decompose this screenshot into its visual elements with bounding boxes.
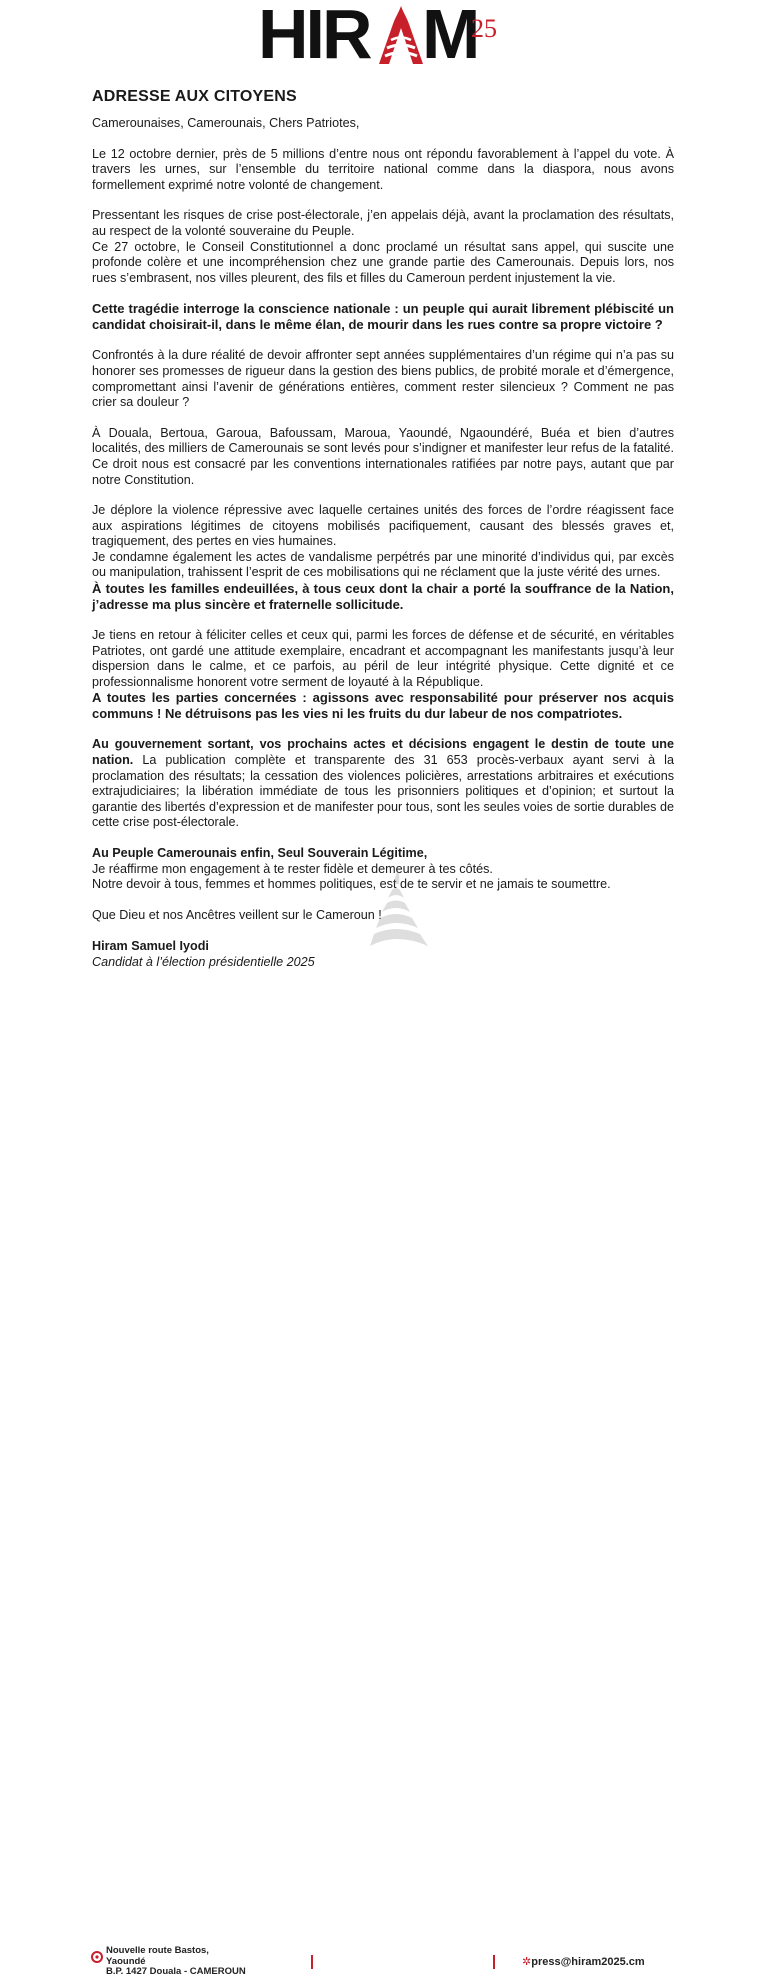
paragraph-10: Je tiens en retour à féliciter celles et ceux qui, parmi les forces de défense et de sécurité, en véritables Patriotes, ont gardé une attitude exemplaire, encadrant et accompagnant les manifestants jusqu’à leur dispersion dans le calme, et ce parfois, au péril de leur intégrité physique. Cette dignité et ce professionnalisme honorent votre serment de loyauté à la République.: [92, 628, 674, 689]
logo-text-hir: HIR: [258, 0, 370, 73]
paragraph-12-lead: Au gouvernement sortant, vos prochains actes et décisions engagent le destin de toute une nation.: [92, 737, 674, 768]
address-line-2: Yaoundé: [106, 1955, 146, 1967]
paragraph-13-line2: Je réaffirme mon engagement à te rester fidèle et demeurer à tes côtés.: [92, 861, 493, 876]
logo-number: 25: [471, 14, 497, 43]
address-line-3: B.P. 1427 Douala - CAMEROUN: [106, 1966, 246, 1977]
paragraph-9: À toutes les familles endeuillées, à tous ceux dont la chair a porté la souffrance de la Nation, j’adresse ma plus sincère et fraternelle sollicitude.: [92, 581, 674, 613]
footer: [0, 972, 766, 1977]
signature-name: Hiram Samuel Iyodi: [92, 939, 209, 954]
paragraph-2: Pressentant les risques de crise post-électorale, j’en appelais déjà, avant la proclamation des résultats, au respect de la volonté souveraine du Peuple.: [92, 208, 674, 238]
footer-divider-2: [493, 1955, 495, 1969]
paragraph-13-lead: Au Peuple Camerounais enfin, Seul Souverain Légitime,: [92, 846, 428, 860]
footer-email[interactable]: [522, 1955, 645, 1968]
letter-title: ADRESSE AUX CITOYENS: [92, 88, 297, 105]
email-icon: ✲: [522, 1956, 532, 1968]
paragraph-1: Le 12 octobre dernier, près de 5 millions d’entre nous ont répondu favorablement à l’appel du vote. À travers les urnes, sur l’ensemble du territoire national comme dans la diaspora, nous avons formellement exprimé notre volonté de changement.: [92, 146, 674, 192]
closing-line: Que Dieu et nos Ancêtres veillent sur le Cameroun !: [92, 907, 382, 922]
footer-address: [106, 1946, 246, 1978]
flame-watermark-icon: [360, 868, 432, 948]
paragraph-6: À Douala, Bertoua, Garoua, Bafoussam, Maroua, Yaoundé, Ngaoundéré, Buéa et bien d’autres localités, des milliers de Camerounais se sont levés pour s’indigner et manifester leur refus de la fatalité. Ce droit nous est consacré par les conventions internationales ratifiées par notre pays, autant que par notre Constitution.: [92, 425, 674, 487]
email-address: press@hiram2025.cm: [531, 1956, 645, 1968]
paragraph-7: Je déplore la violence répressive avec laquelle certaines unités des forces de l’ordre réagissent face aux aspirations légitimes de citoyens mobilisés pacifiquement, causant des blessés graves et, tragiquement, des pertes en vies humaines.: [92, 503, 674, 549]
paragraph-12: [92, 737, 674, 831]
paragraph-5: Confrontés à la dure réalité de devoir affronter sept années supplémentaires d’un régime qui n’a pas su honorer ses promesses de rigueur dans la gestion des biens publics, de probité morale et d’émergence, compromettant ainsi l’avenir de générations entières, comment rester silencieux ? Comment ne pas crier sa douleur ?: [92, 348, 674, 410]
paragraph-8: Je condamne également les actes de vandalisme perpétrés par une minorité d’individus qui, par excès ou manipulation, trahissent l’esprit de ces mobilisations qui ne réclament que la juste vérité des urnes.: [92, 549, 674, 580]
footer-divider-1: [311, 1955, 313, 1969]
paragraph-12-body: La publication complète et transparente des 31 653 procès-verbaux ayant servi à la proclamation des résultats; la cessation des violences policières, arrestations arbitraires et exécutions extrajudiciaires; la libération immédiate de tous les prisonniers politiques et d’opinion; et surtout la garantie des libertés d’expression et de manifester pour tous, sont les seules voies de sortie durables de cette crise post-électorale.: [92, 753, 674, 830]
paragraph-4: Cette tragédie interroge la conscience nationale : un peuple qui aurait librement plébiscité un candidat choisirait-il, dans le même élan, de mourir dans les rues contre sa propre victoire ?: [92, 301, 674, 333]
letter-body: [92, 88, 674, 970]
paragraph-13-line3: Notre devoir à tous, femmes et hommes politiques, est de te servir et ne jamais te soumettre.: [92, 877, 611, 892]
salutation: Camerounaises, Camerounais, Chers Patriotes,: [92, 116, 360, 130]
logo-text-m: M: [422, 0, 478, 73]
signature-role: Candidat à l’élection présidentielle 2025: [92, 955, 315, 970]
flame-a-icon: [377, 4, 425, 66]
location-icon: [91, 1951, 103, 1965]
paragraph-11: A toutes les parties concernées : agissons avec responsabilité pour préserver nos acquis communs ! Ne détruisons pas les vies ni les fruits du dur labeur de nos compatriotes.: [92, 690, 674, 722]
letterhead: [0, 0, 766, 75]
paragraph-3: Ce 27 octobre, le Conseil Constitutionnel a donc proclamé un résultat sans appel, qui suscite une profonde colère et une incompréhension chez une grande partie des Camerounais. Depuis lors, nos rues s’embrasent, nos villes pleurent, des fils et filles du Cameroun perdent injustement la vie.: [92, 239, 674, 285]
address-line-1: Nouvelle route Bastos,: [106, 1945, 209, 1956]
